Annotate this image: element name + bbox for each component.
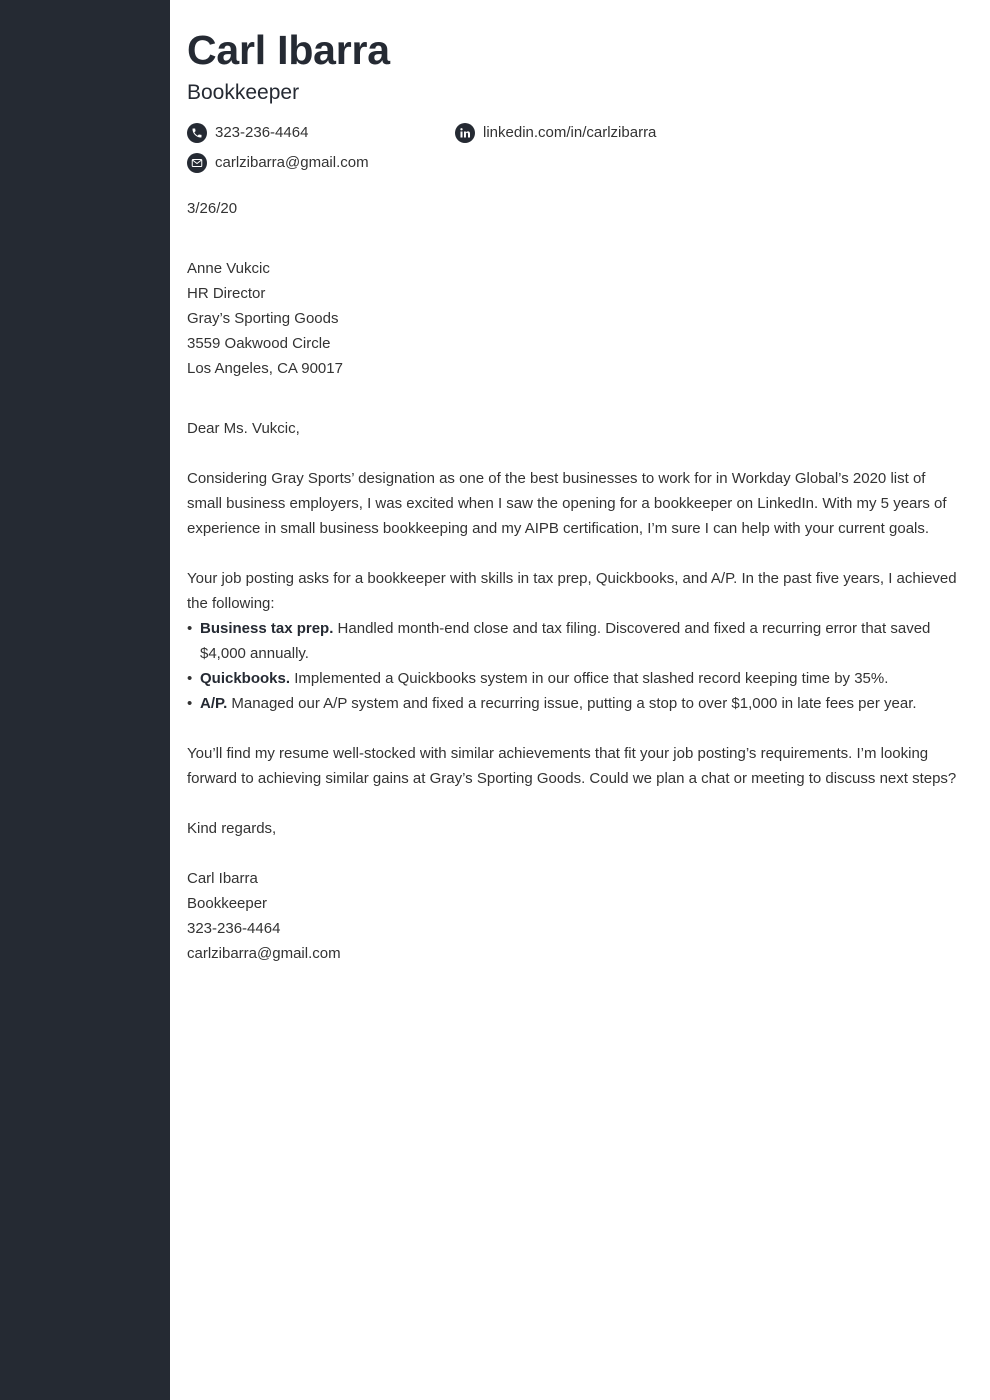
recipient-block (187, 256, 962, 381)
salutation: Dear Ms. Vukcic, (187, 420, 300, 437)
contact-email[interactable] (187, 153, 369, 173)
list-item (187, 666, 962, 691)
contact-phone[interactable] (187, 123, 308, 143)
sidebar-panel (0, 0, 170, 1400)
achievement-text: Handled month-end close and tax filing. Discovered and fixed a recurring error that saved $4,000 annually. (200, 620, 931, 662)
recipient-city: Los Angeles, CA 90017 (187, 360, 343, 377)
paragraph-closing: You’ll find my resume well-stocked with similar achievements that fit your job posting’s requirements. I’m looking forward to achieving similar gains at Gray’s Sporting Goods. Could we plan a chat or meeting to discuss next steps? (187, 745, 957, 787)
linkedin-value: linkedin.com/in/carlzibarra (483, 124, 657, 141)
achievement-text: Managed our A/P system and fixed a recurring issue, putting a stop to over $1,000 in late fees per year. (227, 695, 917, 712)
paragraph-intro: Considering Gray Sports’ designation as one of the best businesses to work for in Workday Global’s 2020 list of small business employers, I was excited when I saw the opening for a bookkeeper on LinkedIn. With my 5 years of experience in small business bookkeeping and my AIPB certification, I’m sure I can help with your current goals. (187, 470, 947, 537)
achievement-label: Business tax prep. (200, 620, 334, 637)
applicant-name: Carl Ibarra (187, 27, 390, 73)
achievement-label: Quickbooks. (200, 670, 291, 687)
letter-date: 3/26/20 (187, 200, 238, 217)
recipient-company: Gray’s Sporting Goods (187, 310, 339, 327)
recipient-name: Anne Vukcic (187, 260, 270, 277)
closing-phrase: Kind regards, (187, 820, 277, 837)
signature-block (187, 866, 962, 966)
signature-name: Carl Ibarra (187, 870, 258, 887)
applicant-job-title: Bookkeeper (187, 81, 300, 104)
list-item (187, 691, 962, 716)
phone-icon (187, 123, 207, 143)
achievements-list (187, 616, 962, 716)
recipient-title: HR Director (187, 285, 266, 302)
signature-title: Bookkeeper (187, 895, 268, 912)
achievement-label: A/P. (200, 695, 228, 712)
phone-value: 323-236-4464 (215, 124, 309, 141)
email-value: carlzibarra@gmail.com (215, 154, 369, 171)
linkedin-icon (455, 123, 475, 143)
signature-email: carlzibarra@gmail.com (187, 945, 341, 962)
email-icon (187, 153, 207, 173)
contact-linkedin[interactable] (455, 123, 656, 143)
recipient-street: 3559 Oakwood Circle (187, 335, 331, 352)
achievement-text: Implemented a Quickbooks system in our office that slashed record keeping time by 35%. (290, 670, 889, 687)
paragraph-skills: Your job posting asks for a bookkeeper with skills in tax prep, Quickbooks, and A/P. In the past five years, I achieved the following: (187, 570, 957, 612)
list-item (187, 616, 962, 666)
signature-phone: 323-236-4464 (187, 920, 281, 937)
